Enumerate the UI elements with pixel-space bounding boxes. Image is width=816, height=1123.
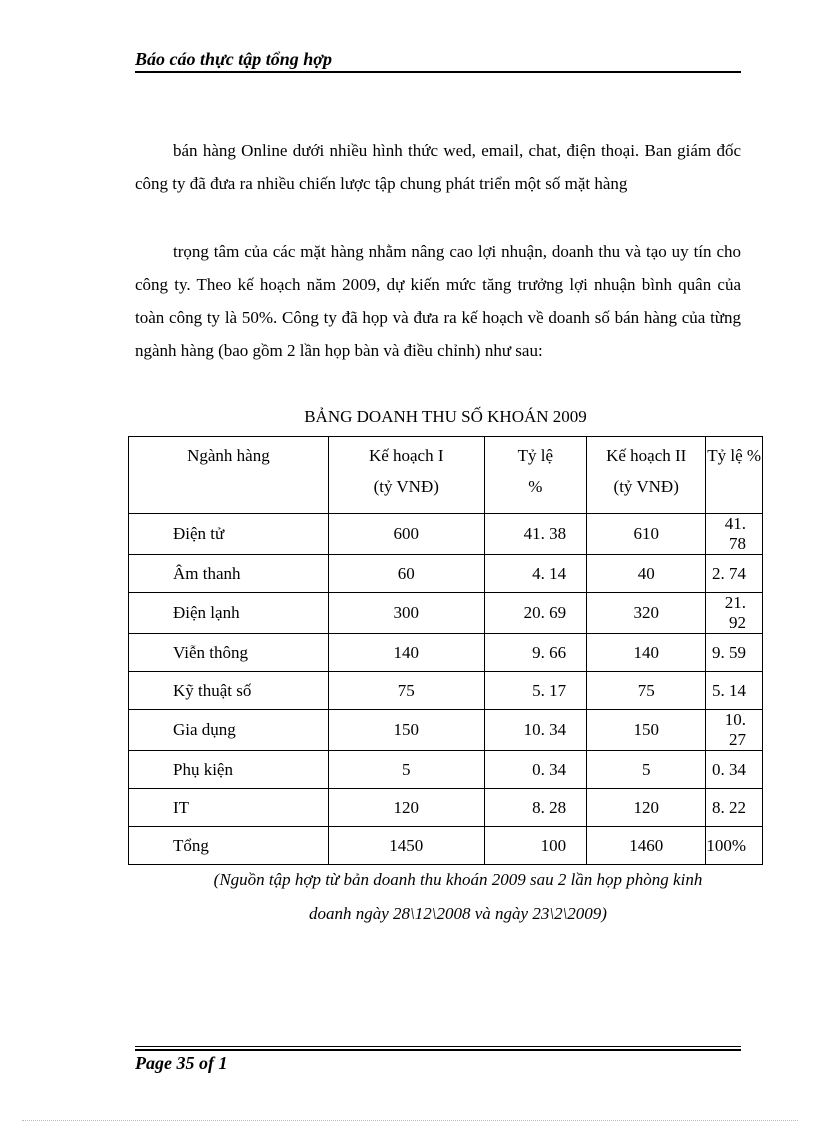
row-ratio-1: 9. 66 <box>484 634 586 672</box>
paragraph-2: trọng tâm của các mặt hàng nhằm nâng cao lợi nhuận, doanh thu và tạo uy tín cho công ty. Theo kế hoạch năm 2009, dự kiến mức tăng trưởng lợi nhuận bình quân của toàn công ty là 50%. Công ty đã họp và đưa ra kế hoạch về doanh số bán hàng của từng ngành hàng (bao gồm 2 lần họp bàn và điều chỉnh) như sau: <box>135 242 741 360</box>
footer-page-number: Page 35 of 1 <box>135 1053 228 1073</box>
total-label: Tổng <box>129 827 329 865</box>
row-ratio-1: 10. 34 <box>484 710 586 751</box>
header-plan-2-label: Kế hoạch II <box>606 446 687 465</box>
row-plan-1: 75 <box>328 672 484 710</box>
header-cell-ratio-2 <box>706 437 763 514</box>
header-rule <box>135 71 741 73</box>
total-ratio-2: 100% <box>706 827 763 865</box>
row-ratio-1: 4. 14 <box>484 555 586 593</box>
row-ratio-1: 41. 38 <box>484 514 586 555</box>
header-plan-2-unit: (tỷ VNĐ) <box>613 477 679 496</box>
row-ratio-2: 9. 59 <box>706 634 763 672</box>
table-row <box>129 514 763 555</box>
row-plan-1: 150 <box>328 710 484 751</box>
row-ratio-1: 8. 28 <box>484 789 586 827</box>
total-plan-2: 1460 <box>587 827 706 865</box>
header-industry-label: Ngành hàng <box>187 446 270 465</box>
row-plan-2: 320 <box>587 593 706 634</box>
row-ratio-1: 5. 17 <box>484 672 586 710</box>
row-plan-2: 40 <box>587 555 706 593</box>
row-plan-1: 60 <box>328 555 484 593</box>
row-industry: Phụ kiện <box>129 751 329 789</box>
row-plan-2: 150 <box>587 710 706 751</box>
header-plan-1-unit: (tỷ VNĐ) <box>373 477 439 496</box>
table-row <box>129 789 763 827</box>
row-plan-2: 610 <box>587 514 706 555</box>
table-source-note <box>135 863 781 931</box>
header-cell-plan-1 <box>328 437 484 514</box>
table-total-row <box>129 827 763 865</box>
row-industry: Điện tử <box>129 514 329 555</box>
header-ratio-1-label: Tỷ lệ <box>517 446 554 465</box>
total-plan-1: 1450 <box>328 827 484 865</box>
revenue-table <box>128 436 763 865</box>
row-plan-2: 140 <box>587 634 706 672</box>
footer-rule-top <box>135 1046 741 1047</box>
row-plan-1: 5 <box>328 751 484 789</box>
header-cell-plan-2 <box>587 437 706 514</box>
total-ratio-1: 100 <box>484 827 586 865</box>
table-row <box>129 751 763 789</box>
row-ratio-2: 2. 74 <box>706 555 763 593</box>
table-row <box>129 555 763 593</box>
row-industry: Kỹ thuật số <box>129 672 329 710</box>
table-row <box>129 710 763 751</box>
row-ratio-2: 21. 92 <box>706 593 763 634</box>
table-row <box>129 593 763 634</box>
row-ratio-2: 10. 27 <box>706 710 763 751</box>
row-ratio-2: 8. 22 <box>706 789 763 827</box>
row-ratio-2: 0. 34 <box>706 751 763 789</box>
row-plan-1: 140 <box>328 634 484 672</box>
row-ratio-2: 5. 14 <box>706 672 763 710</box>
header-cell-industry <box>129 437 329 514</box>
row-industry: Gia dụng <box>129 710 329 751</box>
row-ratio-1: 20. 69 <box>484 593 586 634</box>
paragraph-1: bán hàng Online dưới nhiều hình thức wed, email, chat, điện thoại. Ban giám đốc công ty đã đưa ra nhiều chiến lược tập chung phát triển một số mặt hàng <box>135 141 741 193</box>
row-ratio-2: 41. 78 <box>706 514 763 555</box>
table-header-row <box>129 437 763 514</box>
row-industry: Viễn thông <box>129 634 329 672</box>
table-title: BẢNG DOANH THU SỐ KHOÁN 2009 <box>304 407 587 426</box>
source-line-1: (Nguồn tập hợp từ bản doanh thu khoán 2009 sau 2 lần họp phòng kinh <box>213 870 703 889</box>
header-plan-1-label: Kế hoạch I <box>368 446 444 465</box>
page-bottom-divider <box>22 1120 798 1121</box>
header-ratio-1-unit: % <box>528 477 543 496</box>
row-plan-2: 120 <box>587 789 706 827</box>
source-line-2: doanh ngày 28\12\2008 và ngày 23\2\2009) <box>309 904 607 923</box>
header-title: Báo cáo thực tập tổng hợp <box>135 49 332 69</box>
row-plan-1: 300 <box>328 593 484 634</box>
row-industry: IT <box>129 789 329 827</box>
header-cell-ratio-1 <box>484 437 586 514</box>
table-row <box>129 634 763 672</box>
table-row <box>129 672 763 710</box>
header-ratio-2-label: Tỷ lệ % <box>707 446 762 465</box>
row-plan-2: 75 <box>587 672 706 710</box>
row-industry: Âm thanh <box>129 555 329 593</box>
row-plan-1: 600 <box>328 514 484 555</box>
row-ratio-1: 0. 34 <box>484 751 586 789</box>
row-plan-2: 5 <box>587 751 706 789</box>
row-plan-1: 120 <box>328 789 484 827</box>
footer-rule-bottom <box>135 1049 741 1051</box>
row-industry: Điện lạnh <box>129 593 329 634</box>
